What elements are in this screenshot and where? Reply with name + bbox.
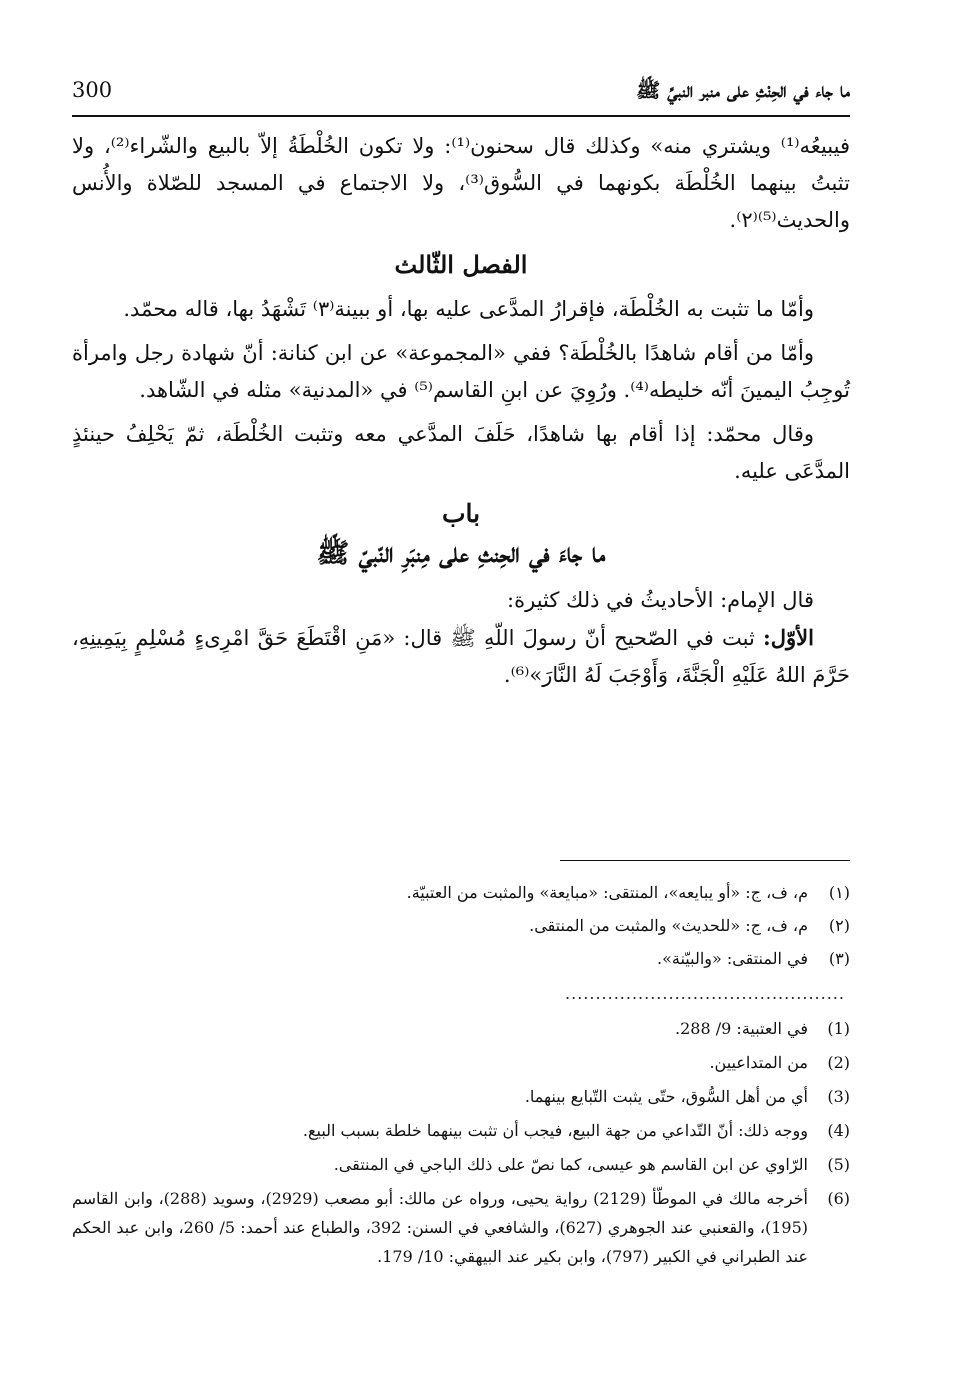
- paragraph-1: فيبيعُه⁽¹⁾ ويشتري منه» وكذلك قال سحنون⁽¹⁾: ولا تكون الخُلْطَةُ إلاّ بالبيع والشّراء⁽²⁾، ولا تثبتُ بينهما الخُلْطَة بكونهما في السُّوق⁽³⁾، ولا الاجتماع في المسجد للصّلاة والأُنس والحديث⁽⁵⁾⁽٢⁾.: [72, 134, 850, 232]
- footnote-text: من المتداعيين.: [709, 1053, 808, 1072]
- paragraph-2: وأمّا ما تثبت به الخُلْطَة، فإقرارُ المدَّعى عليه بها، أو ببينة⁽٣⁾ تَشْهَدُ بها، قاله محمّد.: [123, 297, 814, 321]
- footnote-item: [72, 1012, 850, 1046]
- footnote-item: [72, 1080, 850, 1114]
- paragraph-6: [72, 619, 850, 694]
- footnote-item: [72, 909, 850, 942]
- paragraph-5: قال الإمام: الأحاديثُ في ذلك كثيرة:: [507, 588, 814, 612]
- footnote-text: ووجه ذلك: أنّ التّداعي من جهة البيع، فيجب أن تثبت بينهما خلطة بسبب البيع.: [302, 1121, 808, 1140]
- footnote-number: (٣): [828, 949, 850, 968]
- dotted-separator: ..............................................: [565, 984, 845, 1003]
- running-header: [72, 78, 850, 114]
- footnote-number: (6): [827, 1189, 850, 1208]
- footnote-number: (4): [827, 1121, 850, 1140]
- footnote-text: الرّاوي عن ابن القاسم هو عيسى، كما نصّ على ذلك الباجي في المنتقى.: [333, 1155, 808, 1174]
- footnote-text: م، ف، ج: «أو يبايعه»، المنتقى: «مبايعة» والمثبت من العتبيّة.: [406, 883, 808, 902]
- running-header-title: ما جاء في الحِنْثِ على منبر النبيِّ ﷺ: [636, 78, 850, 102]
- footnote-number: (٢): [828, 916, 850, 935]
- footnote-number: (3): [827, 1087, 850, 1106]
- footnote-number: (5): [827, 1155, 850, 1174]
- footnote-item: [72, 1148, 850, 1182]
- section-title: الفصل الثّالث: [394, 250, 528, 279]
- footnote-number: (١): [828, 883, 850, 902]
- page-number: 300: [72, 78, 113, 102]
- footnote-text: م، ف، ج: «للحديث» والمثبت من المنتقى.: [529, 916, 808, 935]
- editor-footnotes: [72, 876, 850, 975]
- paragraph-4: وقال محمّد: إذا أقام بها شاهدًا، حَلَفَ المدَّعي معه وتثبت الخُلْطَة، ثمّ يَحْلِفُ حينئذٍ المدَّعَى عليه.: [72, 422, 850, 483]
- footnote-number: (2): [827, 1053, 850, 1072]
- footnote-text: في المنتقى: «والبيّنة».: [657, 949, 808, 968]
- footnote-text: أي من أهل السُّوق، حتّى يثبت التّبايع بينهما.: [524, 1087, 808, 1106]
- header-rule: [72, 115, 850, 117]
- paragraph-3: وأمّا من أقام شاهدًا بالخُلْطَة؟ ففي «المجموعة» عن ابن كنانة: أنّ شهادة رجل وامرأة تُوجِبُ اليمينَ أنّه خليطه⁽⁴⁾. ورُوِيَ عن ابنِ القاسم⁽⁵⁾ في «المدنية» مثله في الشّاهد.: [72, 341, 850, 402]
- chapter-title: ما جاءَ في الحِنثِ على مِنبَرِ النّبيّ ﷺ: [316, 538, 606, 569]
- footnote-item: [72, 1046, 850, 1080]
- author-footnotes: [72, 1012, 850, 1271]
- paragraph-6-text: ثبت في الصّحيح أنّ رسولَ اللّهِ ﷺ قال: «مَنِ اقْتَطَعَ حَقَّ امْرِىءٍ مُسْلِمٍ بِيَمِينِهِ، حَرَّمَ اللهُ عَلَيْهِ الْجَنَّةَ، وَأَوْجَبَ لَهُ النَّارَ»⁽⁶⁾.: [72, 626, 850, 687]
- footnote-item: [72, 1114, 850, 1148]
- footnote-item: [72, 942, 850, 975]
- paragraph-6-lead: الأوّل:: [763, 625, 814, 650]
- footnote-text: في العتبية: 9/ 288.: [675, 1019, 808, 1038]
- footnote-text: أخرجه مالك في الموطّأ (2129) رواية يحيى، ورواه عن مالك: أبو مصعب (2929)، وسويد (288)، وابن القاسم (195)، والقعنبي عند الجوهري (627)، والشافعي في السنن: 392، والطباع عند أحمد: 5/ 260، وابن عبد الحكم عند الطبراني في الكبير (797)، وابن بكير عند البيهقي: 10/ 179.: [72, 1189, 809, 1266]
- footnote-number: (1): [827, 1019, 850, 1038]
- footnote-item: [72, 876, 850, 909]
- footnote-rule: [560, 860, 850, 861]
- main-text: [72, 128, 850, 694]
- bab-heading: باب: [441, 499, 481, 528]
- footnote-item: [72, 1182, 850, 1271]
